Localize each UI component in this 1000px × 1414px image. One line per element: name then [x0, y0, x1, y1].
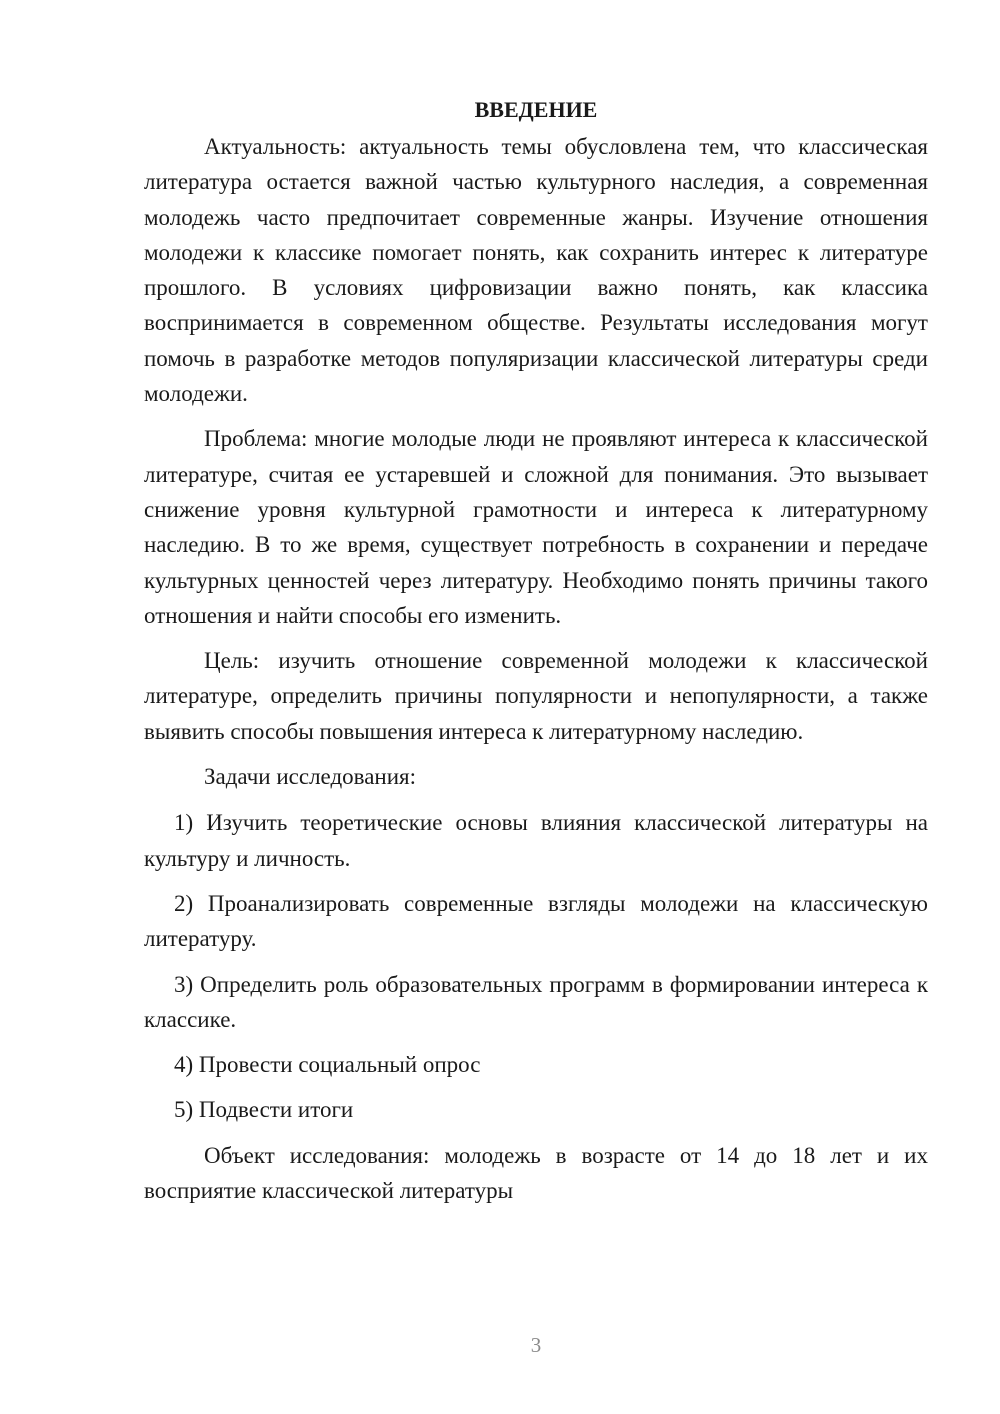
- page-content: [144, 92, 928, 1218]
- goal-paragraph: Цель: изучить отношение современной молодежи к классической литературе, определить причины популярности и непопулярности, а также выявить способы повышения интереса к литературному наследию.: [144, 648, 928, 744]
- problem-paragraph: Проблема: многие молодые люди не проявляют интереса к классической литературе, считая ее устаревшей и сложной для понимания. Это вызывает снижение уровня культурной грамотности и интереса к литературному наследию. В то же время, существует потребность в сохранении и передаче культурных ценностей через литературу. Необходимо понять причины такого отношения и найти способы его изменить.: [144, 426, 928, 628]
- page-title: ВВЕДЕНИЕ: [474, 97, 598, 122]
- task-item-4: 4) Провести социальный опрос: [174, 1052, 481, 1078]
- task-item-5: 5) Подвести итоги: [174, 1097, 354, 1123]
- task-item-2: 2) Проанализировать современные взгляды молодежи на классическую литературу.: [144, 890, 928, 952]
- task-item-1: 1) Изучить теоретические основы влияния классической литературы на культуру и личность.: [144, 810, 928, 871]
- tasks-heading: Задачи исследования:: [204, 764, 417, 790]
- tasks-list: [144, 805, 928, 1127]
- relevance-paragraph: Актуальность: актуальность темы обусловлена тем, что классическая литература остается важной частью культурного наследия, а современная молодежь часто предпочитает современные жанры. Изучение отношения молодежи к классике помогает понять, как сохранить интерес к литературе прошлого. В условиях цифровизации важно понять, как классика воспринимается в современном обществе. Результаты исследования могут помочь в разработке методов популяризации классической литературы среди молодежи.: [144, 134, 928, 407]
- page-number: 3: [530, 1333, 542, 1357]
- task-item-3: 3) Определить роль образовательных программ в формировании интереса к классике.: [144, 971, 928, 1032]
- object-paragraph: Объект исследования: молодежь в возрасте от 14 до 18 лет и их восприятие классической литературы: [144, 1142, 928, 1204]
